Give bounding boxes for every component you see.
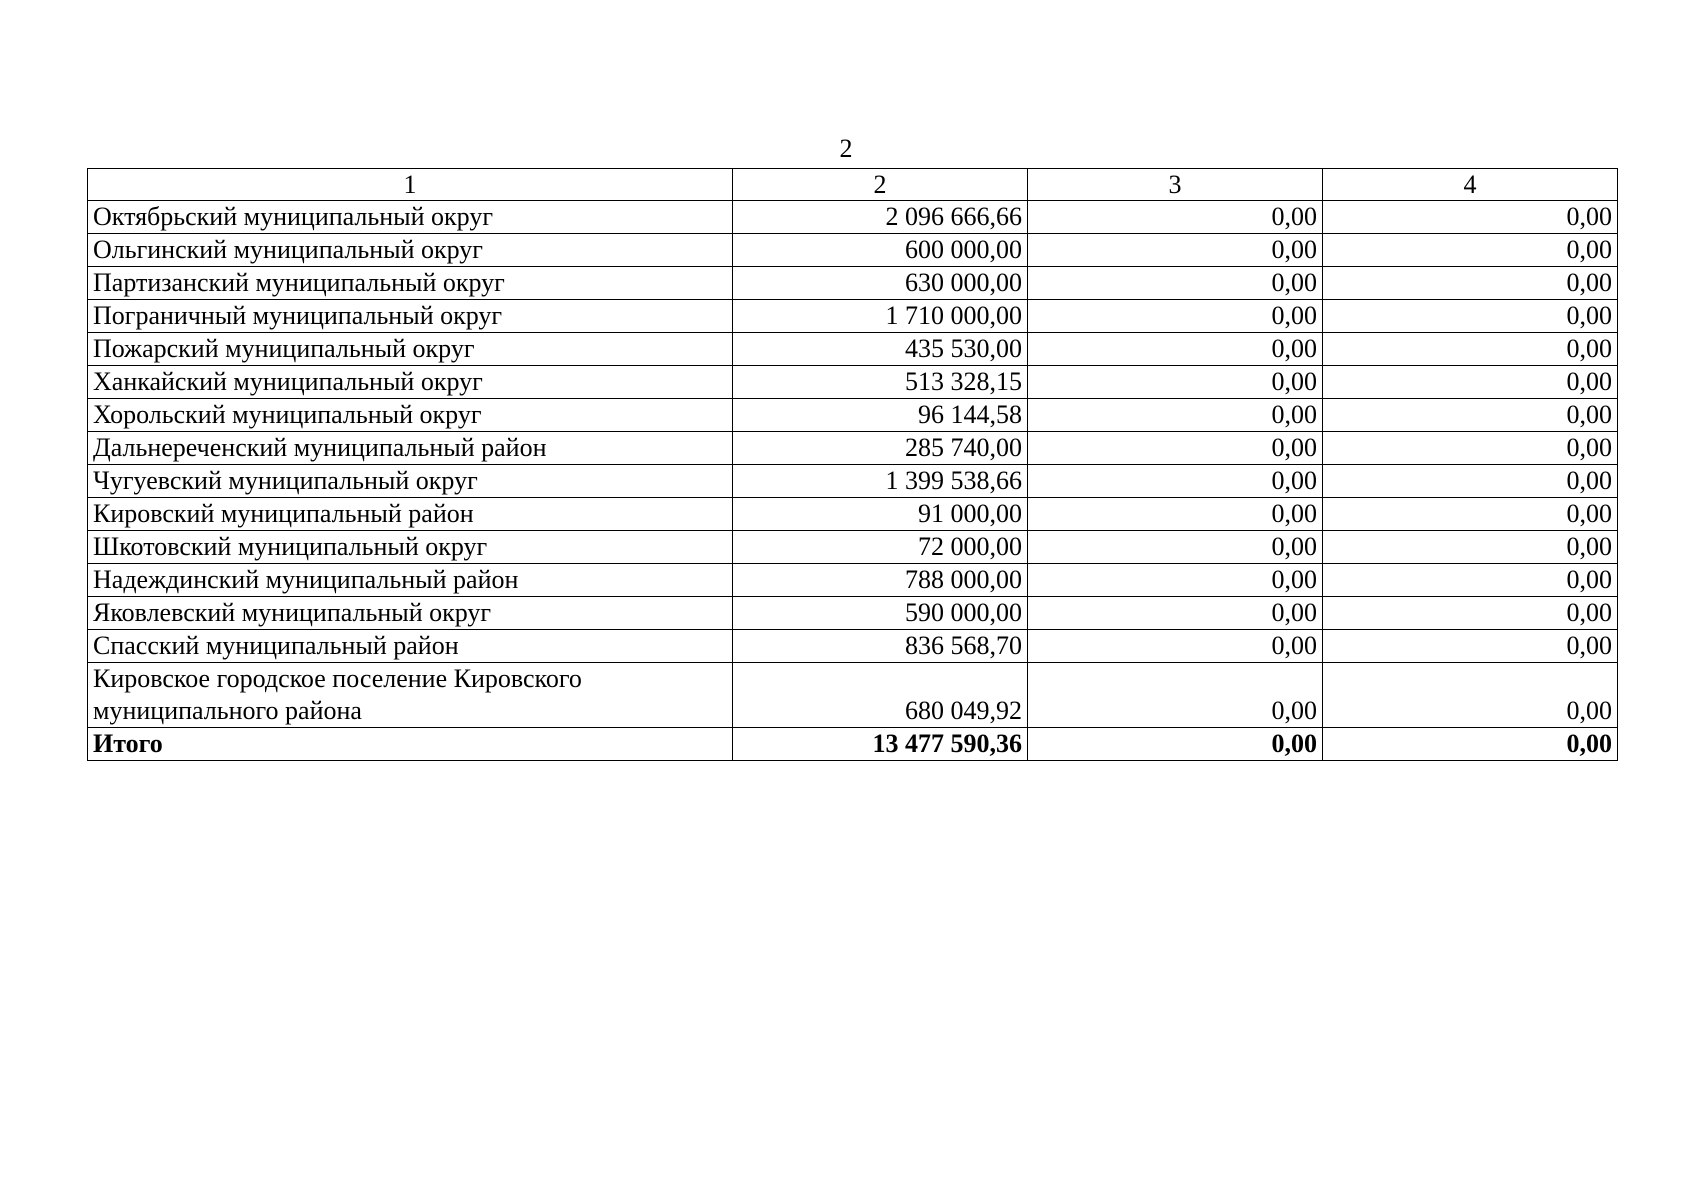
row-name-cell: Ольгинский муниципальный округ bbox=[88, 234, 733, 267]
page-number: 2 bbox=[839, 134, 853, 163]
table-row bbox=[88, 300, 1618, 333]
row-col2-cell: 680 049,92 bbox=[733, 663, 1028, 728]
row-col2-cell: 1 710 000,00 bbox=[733, 300, 1028, 333]
row-col3-cell: 0,00 bbox=[1028, 399, 1323, 432]
row-name-cell: Яковлевский муниципальный округ bbox=[88, 597, 733, 630]
row-col4-cell: 0,00 bbox=[1323, 201, 1618, 234]
row-col3-cell: 0,00 bbox=[1028, 300, 1323, 333]
row-col4-cell: 0,00 bbox=[1323, 267, 1618, 300]
row-col4-cell: 0,00 bbox=[1323, 432, 1618, 465]
row-col3-cell: 0,00 bbox=[1028, 630, 1323, 663]
row-name-cell: Хорольский муниципальный округ bbox=[88, 399, 733, 432]
row-col2-cell: 600 000,00 bbox=[733, 234, 1028, 267]
row-name-cell: Кировский муниципальный район bbox=[88, 498, 733, 531]
row-name-cell: Ханкайский муниципальный округ bbox=[88, 366, 733, 399]
row-col4-cell: 0,00 bbox=[1323, 234, 1618, 267]
row-col4-cell: 0,00 bbox=[1323, 465, 1618, 498]
table-row bbox=[88, 465, 1618, 498]
row-col4-cell: 0,00 bbox=[1323, 333, 1618, 366]
row-col4-cell: 0,00 bbox=[1323, 498, 1618, 531]
row-col2-cell: 1 399 538,66 bbox=[733, 465, 1028, 498]
row-name-cell: Партизанский муниципальный округ bbox=[88, 267, 733, 300]
row-col2-cell: 285 740,00 bbox=[733, 432, 1028, 465]
total-col3-cell: 0,00 bbox=[1028, 728, 1323, 761]
row-col2-cell: 513 328,15 bbox=[733, 366, 1028, 399]
header-cell-col-1: 1 bbox=[88, 169, 733, 201]
table-row bbox=[88, 432, 1618, 465]
header-cell-col-3: 3 bbox=[1028, 169, 1323, 201]
row-col3-cell: 0,00 bbox=[1028, 564, 1323, 597]
row-name-cell: Спасский муниципальный район bbox=[88, 630, 733, 663]
total-col4-cell: 0,00 bbox=[1323, 728, 1618, 761]
row-col3-cell: 0,00 bbox=[1028, 432, 1323, 465]
row-col4-cell: 0,00 bbox=[1323, 300, 1618, 333]
row-name-cell: Пожарский муниципальный округ bbox=[88, 333, 733, 366]
row-col3-cell: 0,00 bbox=[1028, 663, 1323, 728]
row-col3-cell: 0,00 bbox=[1028, 234, 1323, 267]
row-name-cell: Пограничный муниципальный округ bbox=[88, 300, 733, 333]
table-row bbox=[88, 597, 1618, 630]
row-name-cell: Надеждинский муниципальный район bbox=[88, 564, 733, 597]
header-cell-col-2: 2 bbox=[733, 169, 1028, 201]
row-col4-cell: 0,00 bbox=[1323, 630, 1618, 663]
table-total-row bbox=[88, 728, 1618, 761]
row-col2-cell: 2 096 666,66 bbox=[733, 201, 1028, 234]
table-row bbox=[88, 564, 1618, 597]
row-col2-cell: 590 000,00 bbox=[733, 597, 1028, 630]
table-row bbox=[88, 201, 1618, 234]
table-row bbox=[88, 663, 1618, 728]
row-col2-cell: 630 000,00 bbox=[733, 267, 1028, 300]
row-col3-cell: 0,00 bbox=[1028, 333, 1323, 366]
row-name-cell: Дальнереченский муниципальный район bbox=[88, 432, 733, 465]
row-name-cell: Чугуевский муниципальный округ bbox=[88, 465, 733, 498]
row-col4-cell: 0,00 bbox=[1323, 366, 1618, 399]
row-name-cell: Октябрьский муниципальный округ bbox=[88, 201, 733, 234]
row-col2-cell: 435 530,00 bbox=[733, 333, 1028, 366]
row-col4-cell: 0,00 bbox=[1323, 663, 1618, 728]
table-row bbox=[88, 498, 1618, 531]
row-col3-cell: 0,00 bbox=[1028, 465, 1323, 498]
row-col3-cell: 0,00 bbox=[1028, 267, 1323, 300]
table-row bbox=[88, 630, 1618, 663]
row-col4-cell: 0,00 bbox=[1323, 399, 1618, 432]
table-row bbox=[88, 267, 1618, 300]
header-cell-col-4: 4 bbox=[1323, 169, 1618, 201]
row-col4-cell: 0,00 bbox=[1323, 531, 1618, 564]
table-row bbox=[88, 234, 1618, 267]
row-col2-cell: 788 000,00 bbox=[733, 564, 1028, 597]
table-row bbox=[88, 333, 1618, 366]
row-col2-cell: 72 000,00 bbox=[733, 531, 1028, 564]
row-col3-cell: 0,00 bbox=[1028, 597, 1323, 630]
table-row bbox=[88, 366, 1618, 399]
table-row bbox=[88, 531, 1618, 564]
row-col2-cell: 836 568,70 bbox=[733, 630, 1028, 663]
row-name-cell: Шкотовский муниципальный округ bbox=[88, 531, 733, 564]
row-col3-cell: 0,00 bbox=[1028, 531, 1323, 564]
total-col2-cell: 13 477 590,36 bbox=[733, 728, 1028, 761]
row-col3-cell: 0,00 bbox=[1028, 498, 1323, 531]
row-col2-cell: 96 144,58 bbox=[733, 399, 1028, 432]
row-col3-cell: 0,00 bbox=[1028, 366, 1323, 399]
row-name-cell: Кировское городское поселение Кировского муниципального района bbox=[88, 663, 733, 728]
row-col4-cell: 0,00 bbox=[1323, 597, 1618, 630]
allocation-table bbox=[87, 168, 1618, 761]
table-row bbox=[88, 399, 1618, 432]
table-header-row bbox=[88, 169, 1618, 201]
row-col4-cell: 0,00 bbox=[1323, 564, 1618, 597]
row-col3-cell: 0,00 bbox=[1028, 201, 1323, 234]
row-col2-cell: 91 000,00 bbox=[733, 498, 1028, 531]
total-label-cell: Итого bbox=[88, 728, 733, 761]
